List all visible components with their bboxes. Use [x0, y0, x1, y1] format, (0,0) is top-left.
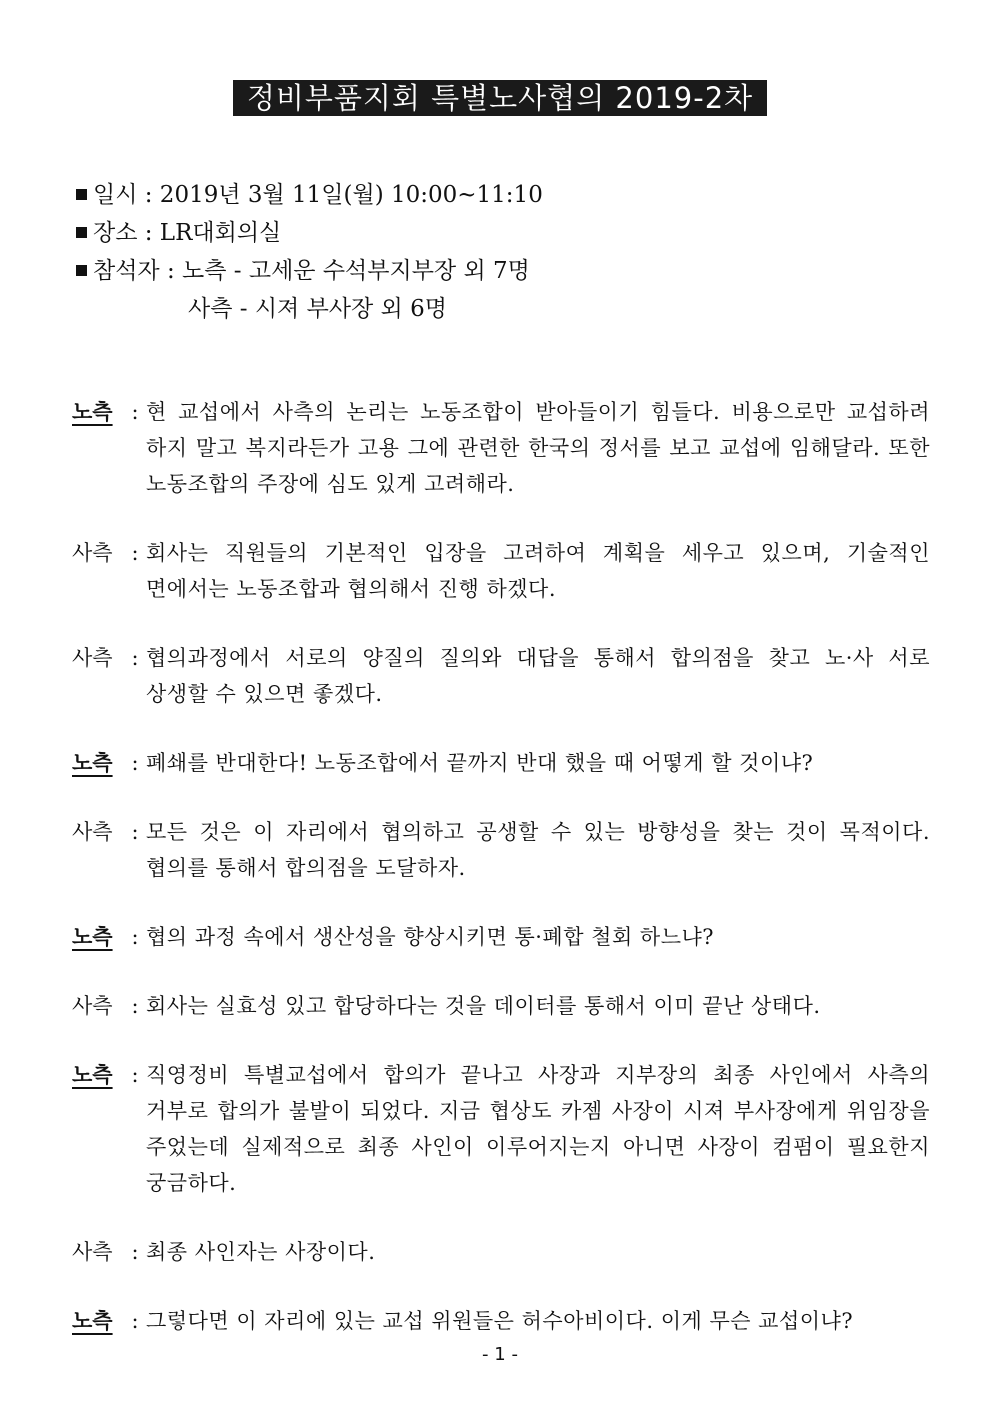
minutes-entry — [72, 988, 930, 1024]
speaker-label: 사측 — [72, 1240, 113, 1264]
title-area — [0, 80, 1000, 116]
attendees-union-text: 참석자 : 노측 - 고세운 수석부지부장 외 7명 — [93, 258, 530, 284]
speaker-label: 사측 — [72, 820, 113, 844]
colon-separator: : — [131, 925, 139, 949]
meeting-place — [76, 214, 543, 252]
meeting-date-text: 일시 : 2019년 3월 11일(월) 10:00~11:10 — [93, 182, 543, 208]
entry-text: 협의과정에서 서로의 양질의 질의와 대답을 통해서 합의점을 찾고 노·사 서로 상생할 수 있으면 좋겠다. — [146, 646, 930, 706]
entry-text: 모든 것은 이 자리에서 협의하고 공생할 수 있는 방향성을 찾는 것이 목적이다. 협의를 통해서 합의점을 도달하자. — [146, 820, 930, 880]
entry-text: 최종 사인자는 사장이다. — [146, 1240, 376, 1264]
minutes-entry — [72, 1057, 930, 1201]
colon-separator: : — [131, 400, 139, 424]
colon-separator: : — [131, 1309, 139, 1333]
meeting-date — [76, 176, 543, 214]
colon-separator: : — [131, 1063, 139, 1087]
document-title: 정비부품지회 특별노사협의 2019-2차 — [233, 80, 767, 116]
minutes-entry — [72, 919, 930, 955]
speaker-label: 노측 — [72, 1308, 113, 1333]
speaker-label: 노측 — [72, 924, 113, 949]
entry-text: 협의 과정 속에서 생산성을 향상시키면 통·폐합 철회 하느냐? — [146, 925, 715, 949]
minutes-entry — [72, 814, 930, 886]
entry-text: 직영정비 특별교섭에서 합의가 끝나고 사장과 지부장의 최종 사인에서 사측의 거부로 합의가 불발이 되었다. 지금 협상도 카젬 사장이 시져 부사장에게 위임장을 주었는데 실제적으로 최종 사인이 이루어지는지 아니면 사장이 컴펌이 필요한지 궁금하다. — [146, 1063, 930, 1195]
minutes-entry — [72, 745, 930, 781]
speaker-label: 노측 — [72, 750, 113, 775]
meeting-info — [76, 176, 543, 328]
entry-text: 현 교섭에서 사측의 논리는 노동조합이 받아들이기 힘들다. 비용으로만 교섭하려 하지 말고 복지라든가 고용 그에 관련한 한국의 정서를 보고 교섭에 임해달라. 또한 노동조합의 주장에 심도 있게 고려해라. — [146, 400, 930, 496]
minutes-entry — [72, 1303, 930, 1339]
speaker-label: 노측 — [72, 399, 113, 424]
entry-text: 폐쇄를 반대한다! 노동조합에서 끝까지 반대 했을 때 어떻게 할 것이냐? — [146, 751, 814, 775]
minutes-list — [72, 394, 930, 1372]
speaker-label: 사측 — [72, 994, 113, 1018]
colon-separator: : — [131, 820, 139, 844]
minutes-entry — [72, 1234, 930, 1270]
minutes-entry — [72, 535, 930, 607]
entry-text: 회사는 직원들의 기본적인 입장을 고려하여 계획을 세우고 있으며, 기술적인 면에서는 노동조합과 협의해서 진행 하겠다. — [146, 541, 930, 601]
minutes-entry — [72, 394, 930, 502]
speaker-label: 사측 — [72, 541, 113, 565]
square-bullet-icon — [76, 265, 87, 276]
colon-separator: : — [131, 646, 139, 670]
square-bullet-icon — [76, 189, 87, 200]
meeting-place-text: 장소 : LR대회의실 — [93, 220, 282, 246]
colon-separator: : — [131, 994, 139, 1018]
colon-separator: : — [131, 541, 139, 565]
speaker-label: 사측 — [72, 646, 113, 670]
square-bullet-icon — [76, 227, 87, 238]
speaker-label: 노측 — [72, 1062, 113, 1087]
meeting-attendees — [76, 252, 543, 290]
entry-text: 그렇다면 이 자리에 있는 교섭 위원들은 허수아비이다. 이게 무슨 교섭이냐? — [146, 1309, 854, 1333]
attendees-company-text: 사측 - 시져 부사장 외 6명 — [188, 296, 447, 322]
page-number: - 1 - — [482, 1344, 518, 1365]
colon-separator: : — [131, 751, 139, 775]
entry-text: 회사는 실효성 있고 합당하다는 것을 데이터를 통해서 이미 끝난 상태다. — [146, 994, 821, 1018]
meeting-attendees-company — [76, 290, 543, 328]
minutes-entry — [72, 640, 930, 712]
colon-separator: : — [131, 1240, 139, 1264]
